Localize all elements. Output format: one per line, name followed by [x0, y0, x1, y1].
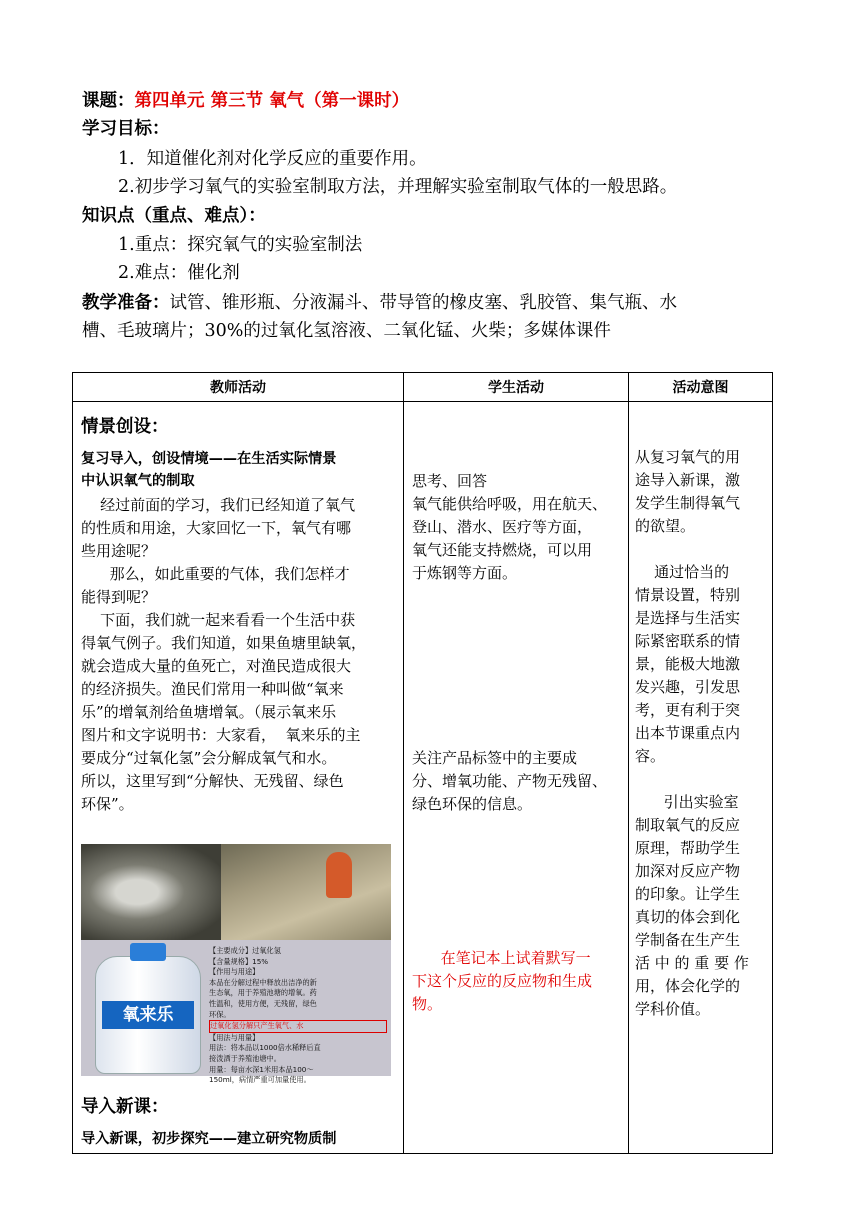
teacher-text-line: 就会造成大量的鱼死亡，对渔民造成很大	[81, 657, 352, 675]
product-label-text	[209, 946, 387, 1086]
label-line: 环保。	[209, 1009, 231, 1019]
teacher-cell	[73, 402, 404, 1154]
label-line: 性温和，使用方便，无残留，绿色	[209, 998, 317, 1008]
goals-label: 学习目标：	[82, 119, 170, 139]
teacher-text-line: 要成分“过氧化氢”会分解成氧气和水。	[81, 749, 337, 767]
table-row	[73, 402, 773, 1154]
hard-point: 2.难点：催化剂	[118, 263, 240, 283]
teacher-text-line: 乐”的增氧剂给鱼塘增氧。（展示氧来乐	[81, 703, 337, 721]
product-bottle	[95, 956, 201, 1074]
topic-label: 课题：	[82, 91, 135, 111]
goal-2: 2.初步学习氧气的实验室制取方法，并理解实验室制取气体的一般思路。	[118, 177, 678, 197]
product-photo	[81, 844, 391, 1085]
intent-text-line: 制取氧气的反应	[635, 816, 741, 834]
bottle-cap	[130, 943, 166, 961]
intent-text-line: 通过恰当的	[635, 563, 730, 581]
label-line: 用量：每亩水深1米用本品100～	[209, 1064, 314, 1074]
teacher-text-line: 经过前面的学习，我们已经知道了氧气	[81, 496, 356, 514]
activity-table	[72, 372, 773, 1154]
intent-text-line: 景，能极大地激	[635, 655, 741, 673]
label-line: 150ml，病情严重可加量使用。	[209, 1075, 311, 1085]
teacher-text-line: 环保”。	[81, 795, 134, 813]
intent-text-line: 是选择与生活实	[635, 609, 741, 627]
fish-pond-picture	[221, 844, 391, 940]
label-line: 【作用与用途】	[209, 967, 260, 977]
intent-text-line: 出本节课重点内	[635, 724, 741, 742]
intent-text-line: 情景设置，特别	[635, 586, 741, 604]
intent-text-line: 途导入新课，激	[635, 471, 741, 489]
intent-text-line: 引出实验室	[635, 793, 739, 811]
intent-text-line: 活 中 的 重 要 作	[635, 954, 749, 972]
student-text-line: 绿色环保的信息。	[412, 795, 533, 813]
student-text-line: 分、增氧功能、产物无残留、	[412, 772, 608, 790]
label-line: 接泼洒于养殖池塘中。	[209, 1053, 281, 1063]
teacher-text-line: 的经济损失。渔民们常用一种叫做“氧来	[81, 680, 344, 698]
table-header-row	[73, 373, 773, 402]
intent-text-line: 从复习氧气的用	[635, 448, 741, 466]
label-line: 生态氧，用于养殖池塘的增氧。药	[209, 988, 317, 998]
prep-label: 教学准备：	[82, 293, 170, 313]
product-brand: 氧来乐	[102, 1001, 194, 1029]
label-line: 【主要成分】过氧化氢	[209, 946, 281, 955]
subheading-review-b: 中认识氧气的制取	[81, 473, 195, 489]
intent-text-line: 加深对反应产物	[635, 862, 741, 880]
student-text-line: 于炼钢等方面。	[412, 564, 518, 582]
intent-text-line: 发兴趣，引发思	[635, 678, 741, 696]
column-header-teacher: 教师活动	[73, 373, 404, 402]
intent-text-line: 真切的体会到化	[635, 908, 741, 926]
student-task-line: 在笔记本上试着默写一	[412, 949, 591, 967]
teacher-text-line: 能得到呢？	[81, 588, 157, 606]
knowledge-label: 知识点（重点、难点）：	[82, 206, 266, 226]
student-text-line: 氧气还能支持燃烧，可以用	[412, 541, 593, 559]
student-task-line: 物。	[412, 995, 443, 1013]
student-cell	[404, 402, 629, 1154]
fisherman-figure	[326, 852, 352, 898]
prep-line-2: 槽、毛玻璃片；30%的过氧化氢溶液、二氧化锰、火柴；多媒体课件	[82, 321, 611, 341]
prep-text-1: 试管、锥形瓶、分液漏斗、带导管的橡皮塞、乳胶管、集气瓶、水	[169, 293, 677, 313]
teacher-text-line: 的性质和用途，大家回忆一下，氧气有哪	[81, 519, 352, 537]
intent-text-line: 考，更有利于突	[635, 701, 741, 719]
goal-1: 1．知道催化剂对化学反应的重要作用。	[118, 149, 427, 169]
intent-text-line: 容。	[635, 747, 666, 765]
column-header-student: 学生活动	[404, 373, 629, 402]
key-point: 1.重点：探究氧气的实验室制法	[118, 235, 363, 255]
label-line: 【用法与用量】	[209, 1032, 260, 1042]
intent-text-line: 用，体会化学的	[635, 977, 741, 995]
student-task-line: 下这个反应的反应物和生成	[412, 972, 593, 990]
intent-text-line: 发学生制得氧气	[635, 494, 741, 512]
teacher-text-line: 图片和文字说明书：大家看， 氧来乐的主	[81, 726, 361, 744]
subheading-new-lesson: 导入新课，初步探究——建立研究物质制	[81, 1131, 337, 1147]
student-text-line: 登山、潜水、医疗等方面，	[412, 518, 593, 536]
teacher-text-line: 那么，如此重要的气体，我们怎样才	[81, 565, 350, 583]
section-heading-scenario: 情景创设：	[81, 417, 169, 437]
topic-line	[82, 88, 409, 114]
student-text-line: 关注产品标签中的主要成	[412, 749, 578, 767]
topic-value: 第四单元 第三节 氧气（第一课时）	[134, 91, 410, 111]
column-header-intent: 活动意图	[629, 373, 773, 402]
label-line: 用法：将本品以1000倍水稀释后直	[209, 1043, 321, 1053]
student-text-line: 氧气能供给呼吸，用在航天、	[412, 495, 608, 513]
intent-text-line: 的印象。让学生	[635, 885, 741, 903]
teacher-text-line: 些用途呢？	[81, 542, 157, 560]
teacher-text-line: 下面，我们就一起来看看一个生活中获	[81, 611, 356, 629]
section-heading-new-lesson: 导入新课：	[81, 1097, 169, 1117]
intent-text-line: 际紧密联系的情	[635, 632, 741, 650]
intent-text-line: 的欲望。	[635, 517, 696, 535]
dead-fish-picture	[81, 844, 221, 940]
intent-cell	[629, 402, 773, 1154]
teacher-text-line: 所以，这里写到“分解快、无残留、绿色	[81, 772, 344, 790]
label-line: 【含量规格】15%	[209, 956, 269, 966]
intent-text-line: 学科价值。	[635, 1000, 711, 1018]
label-highlight: 过氧化氢分解只产生氧气、水	[209, 1020, 387, 1033]
teacher-text-line: 得氧气例子。我们知道，如果鱼塘里缺氧，	[81, 634, 367, 652]
intent-text-line: 学制备在生产生	[635, 931, 741, 949]
student-text-line: 思考、回答	[412, 472, 488, 490]
label-line: 本品在分解过程中释放出洁净的新	[209, 977, 317, 987]
intent-text-line: 原理，帮助学生	[635, 839, 741, 857]
prep-line-1	[82, 290, 677, 316]
subheading-review-a: 复习导入，创设情境——在生活实际情景	[81, 451, 337, 467]
